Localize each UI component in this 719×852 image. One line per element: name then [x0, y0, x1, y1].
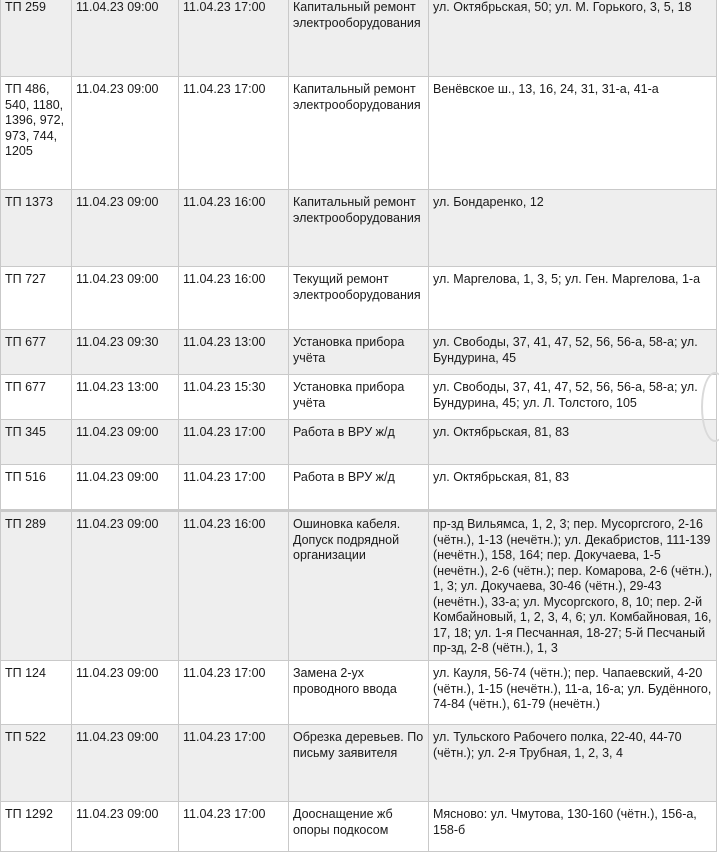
- end-time-cell: 11.04.23 17:00: [179, 802, 289, 852]
- start-time-cell: 11.04.23 09:00: [72, 77, 179, 190]
- start-time-cell: 11.04.23 09:00: [72, 190, 179, 267]
- address-cell: ул. Бондаренко, 12: [429, 190, 717, 267]
- address-cell: ул. Октябрьская, 81, 83: [429, 465, 717, 511]
- work-type-cell: Капитальный ремонт электрооборудования: [289, 190, 429, 267]
- table-row: [1, 77, 717, 190]
- substation-cell: ТП 677: [1, 375, 72, 420]
- address-cell: пр-зд Вильямса, 1, 2, 3; пер. Мусоргсгого, 2-16 (чётн.), 1-13 (нечётн.); ул. Декабристов, 111-139 (нечётн.), 158, 164; пер. Докучаева, 1-5 (нечётн.), 2-6 (чётн.); пер. Комарова, 2-6 (чётн.), 1, 3; ул. Докучаева, 30-46 (чётн.), 29-43 (нечётн.), 33-а; ул. Мусоргского, 8, 10; пер. 2-й Комбайновый, 1, 2, 3, 4, 6; ул. Комбайновая, 16, 17, 18; ул. 1-я Песчанная, 18-27; 5-й Песчаный пр-зд, 2-8 (чётн.), 1, 3: [429, 511, 717, 661]
- table-row: [1, 190, 717, 267]
- address-cell: ул. Октябрьская, 81, 83: [429, 420, 717, 465]
- start-time-cell: 11.04.23 09:00: [72, 511, 179, 661]
- end-time-cell: 11.04.23 17:00: [179, 420, 289, 465]
- substation-cell: ТП 522: [1, 725, 72, 802]
- substation-cell: ТП 345: [1, 420, 72, 465]
- start-time-cell: 11.04.23 09:00: [72, 267, 179, 330]
- table-row: [1, 267, 717, 330]
- work-type-cell: Текущий ремонт электрооборудования: [289, 267, 429, 330]
- work-type-cell: Установка прибора учёта: [289, 330, 429, 375]
- substation-cell: ТП 259: [1, 0, 72, 77]
- start-time-cell: 11.04.23 13:00: [72, 375, 179, 420]
- address-cell: ул. Октябрьская, 50; ул. М. Горького, 3, 5, 18: [429, 0, 717, 77]
- address-cell: ул. Тульского Рабочего полка, 22-40, 44-70 (чётн.); ул. 2-я Трубная, 1, 2, 3, 4: [429, 725, 717, 802]
- work-type-cell: Работа в ВРУ ж/д: [289, 420, 429, 465]
- end-time-cell: 11.04.23 17:00: [179, 77, 289, 190]
- table-row: [1, 511, 717, 661]
- end-time-cell: 11.04.23 17:00: [179, 725, 289, 802]
- start-time-cell: 11.04.23 09:00: [72, 465, 179, 511]
- start-time-cell: 11.04.23 09:00: [72, 420, 179, 465]
- table-row: [1, 0, 717, 77]
- work-type-cell: Замена 2-ух проводного ввода: [289, 661, 429, 725]
- address-cell: Мясново: ул. Чмутова, 130-160 (чётн.), 156-а, 158-б: [429, 802, 717, 852]
- substation-cell: ТП 289: [1, 511, 72, 661]
- end-time-cell: 11.04.23 17:00: [179, 661, 289, 725]
- start-time-cell: 11.04.23 09:00: [72, 725, 179, 802]
- work-type-cell: Ошиновка кабеля. Допуск подрядной организации: [289, 511, 429, 661]
- end-time-cell: 11.04.23 13:00: [179, 330, 289, 375]
- address-cell: ул. Свободы, 37, 41, 47, 52, 56, 56-а, 58-а; ул. Бундурина, 45: [429, 330, 717, 375]
- table-row: [1, 330, 717, 375]
- table-row: [1, 725, 717, 802]
- substation-cell: ТП 677: [1, 330, 72, 375]
- substation-cell: ТП 727: [1, 267, 72, 330]
- substation-cell: ТП 516: [1, 465, 72, 511]
- start-time-cell: 11.04.23 09:00: [72, 0, 179, 77]
- start-time-cell: 11.04.23 09:00: [72, 802, 179, 852]
- end-time-cell: 11.04.23 17:00: [179, 0, 289, 77]
- end-time-cell: 11.04.23 16:00: [179, 190, 289, 267]
- address-cell: ул. Маргелова, 1, 3, 5; ул. Ген. Маргелова, 1-а: [429, 267, 717, 330]
- address-cell: ул. Свободы, 37, 41, 47, 52, 56, 56-а, 58-а; ул. Бундурина, 45; ул. Л. Толстого, 105: [429, 375, 717, 420]
- table-row: [1, 661, 717, 725]
- end-time-cell: 11.04.23 16:00: [179, 267, 289, 330]
- end-time-cell: 11.04.23 15:30: [179, 375, 289, 420]
- work-type-cell: Дооснащение жб опоры подкосом: [289, 802, 429, 852]
- substation-cell: ТП 1292: [1, 802, 72, 852]
- substation-cell: ТП 486, 540, 1180, 1396, 972, 973, 744, 1205: [1, 77, 72, 190]
- work-type-cell: Работа в ВРУ ж/д: [289, 465, 429, 511]
- table-row: [1, 465, 717, 511]
- work-type-cell: Обрезка деревьев. По письму заявителя: [289, 725, 429, 802]
- work-type-cell: Установка прибора учёта: [289, 375, 429, 420]
- work-type-cell: Капитальный ремонт электрооборудования: [289, 0, 429, 77]
- address-cell: Венёвское ш., 13, 16, 24, 31, 31-а, 41-а: [429, 77, 717, 190]
- table-row: [1, 375, 717, 420]
- end-time-cell: 11.04.23 17:00: [179, 465, 289, 511]
- start-time-cell: 11.04.23 09:30: [72, 330, 179, 375]
- address-cell: ул. Кауля, 56-74 (чётн.); пер. Чапаевский, 4-20 (чётн.), 1-15 (нечётн.), 11-а, 16-а; ул. Будённого, 74-84 (чётн.), 61-79 (нечётн.): [429, 661, 717, 725]
- end-time-cell: 11.04.23 16:00: [179, 511, 289, 661]
- substation-cell: ТП 124: [1, 661, 72, 725]
- table-row: [1, 802, 717, 852]
- work-type-cell: Капитальный ремонт электрооборудования: [289, 77, 429, 190]
- start-time-cell: 11.04.23 09:00: [72, 661, 179, 725]
- substation-cell: ТП 1373: [1, 190, 72, 267]
- table-row: [1, 420, 717, 465]
